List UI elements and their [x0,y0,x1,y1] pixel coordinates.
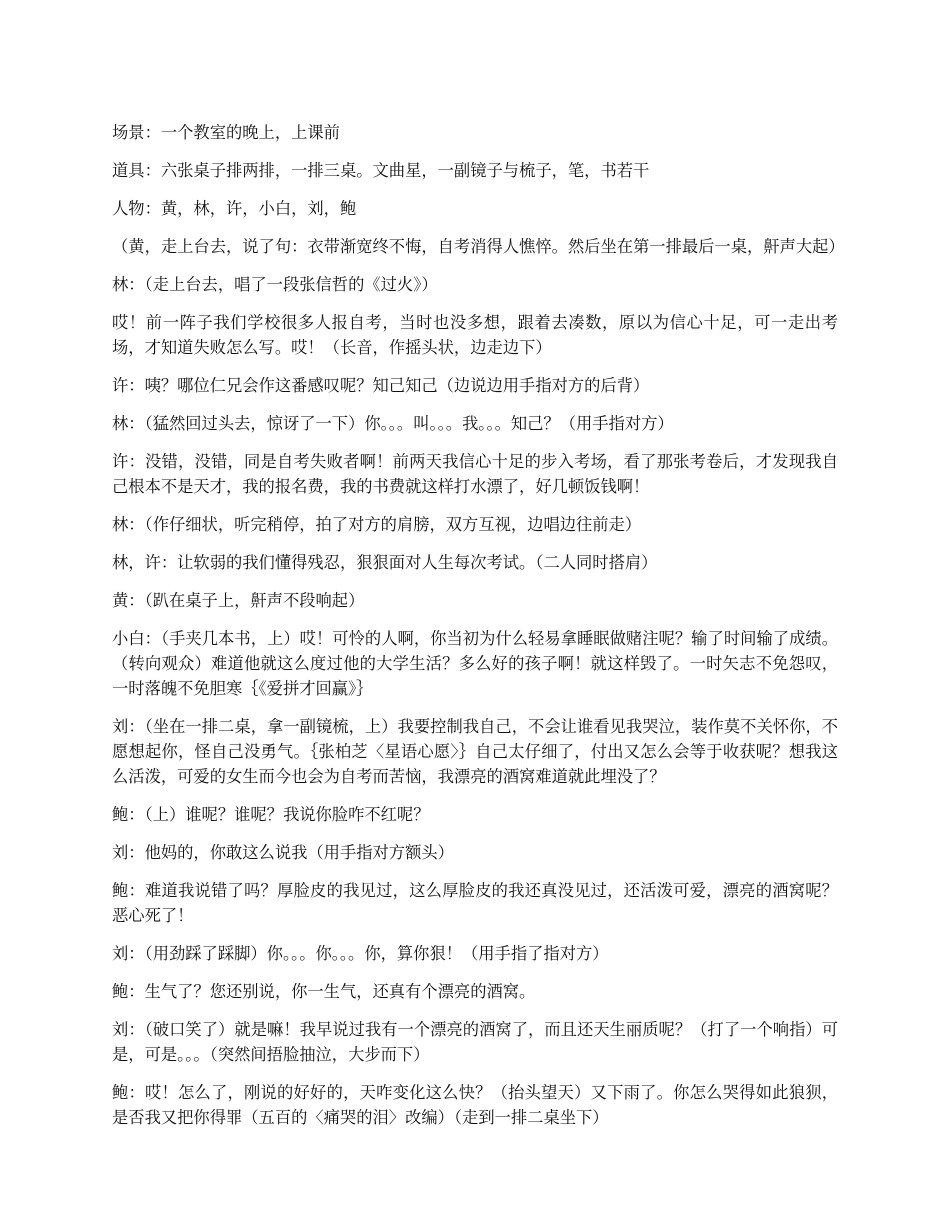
dialogue-line: 鲍：（上）谁呢？谁呢？我说你脸咋不红呢？ [112,805,430,824]
characters-line: 人物：黄，林，许，小白，刘，鲍 [112,199,357,218]
props-line: 道具：六张桌子排两排，一排三桌。文曲星，一副镜子与梳子，笔，书若干 [112,161,650,180]
dialogue-line: 许：没错，没错，同是自考失败者啊！前两天我信心十足的步入考场，看了那张考卷后，才发现我自己根本不是天才，我的报名费，我的书费就这样打水漂了，好几顿饭钱啊！ [112,452,838,496]
dialogue-line: 鲍：难道我说错了吗？厚脸皮的我见过，这么厚脸皮的我还真没见过，还活泼可爱，漂亮的酒窝呢？恶心死了！ [112,881,838,925]
dialogue-line: 许：咦？哪位仁兄会作这番感叹呢？知己知己（边说边用手指对方的后背） [112,376,650,395]
dialogue-line: 刘：（用劲踩了踩脚）你。。。你。。。你，算你狠！（用手指了指对方） [112,944,609,963]
dialogue-line: 鲍：生气了？您还别说，你一生气，还真有个漂亮的酒窝。 [112,982,536,1001]
dialogue-line: 林：（作仔细状，听完稍停，拍了对方的肩膀，双方互视，边唱边往前走） [112,515,642,534]
dialogue-line: 哎！前一阵子我们学校很多人报自考，当时也没多想，跟着去凑数，原以为信心十足，可一走出考场，才知道失败怎么写。哎！（长音，作摇头状，边走边下） [112,313,838,357]
dialogue-line: 刘：（坐在一排二桌，拿一副镜梳，上）我要控制我自己，不会让谁看见我哭泣，装作莫不关怀你，不愿想起你，怪自己没勇气。｛张柏芝〈星语心愿〉｝自己太仔细了，付出又怎么会等于收获呢？想我这么活泼，可爱的女生而今也会为自考而苦恼，我漂亮的酒窝难道就此埋没了？ [112,717,838,786]
dialogue-line: 林：（走上台去，唱了一段张信哲的《过火》） [112,275,438,294]
dialogue-line: 小白：（手夹几本书，上）哎！可怜的人啊，你当初为什么轻易拿睡眠做赌注呢？输了时间输了成绩。（转向观众）难道他就这么度过他的大学生活？多么好的孩子啊！就这样毁了。一时矢志不免怨叹，一时落魄不免胆寒｛《爱拼才回赢》｝ [112,629,838,698]
dialogue-line: 刘：（破口笑了）就是嘛！我早说过我有一个漂亮的酒窝了，而且还天生丽质呢？（打了一个响指）可是，可是。。。（突然间捂脸抽泣，大步而下） [112,1020,838,1064]
dialogue-line: 林：（猛然回过头去，惊讶了一下）你。。。叫。。。我。。。知己？（用手指对方） [112,414,674,433]
dialogue-line: 鲍：哎！怎么了，刚说的好好的，天咋变化这么快？（抬头望天）又下雨了。你怎么哭得如此狼狈，是否我又把你得罪（五百的〈痛哭的泪〉改编）（走到一排二桌坐下） [112,1083,838,1127]
dialogue-line: 刘：他妈的，你敢这么说我（用手指对方额头） [112,843,454,862]
dialogue-line: 黄：（趴在桌子上，鼾声不段响起） [112,591,365,610]
scene-line: 场景：一个教室的晚上，上课前 [112,123,340,142]
document-page [112,120,845,1143]
stage-direction: （黄，走上台去，说了句：衣带渐宽终不悔，自考消得人憔悴。然后坐在第一排最后一桌，鼾声大起） [112,237,845,256]
dialogue-line: 林，许：让软弱的我们懂得残忍，狠狠面对人生每次考试。（二人同时搭肩） [112,553,658,572]
